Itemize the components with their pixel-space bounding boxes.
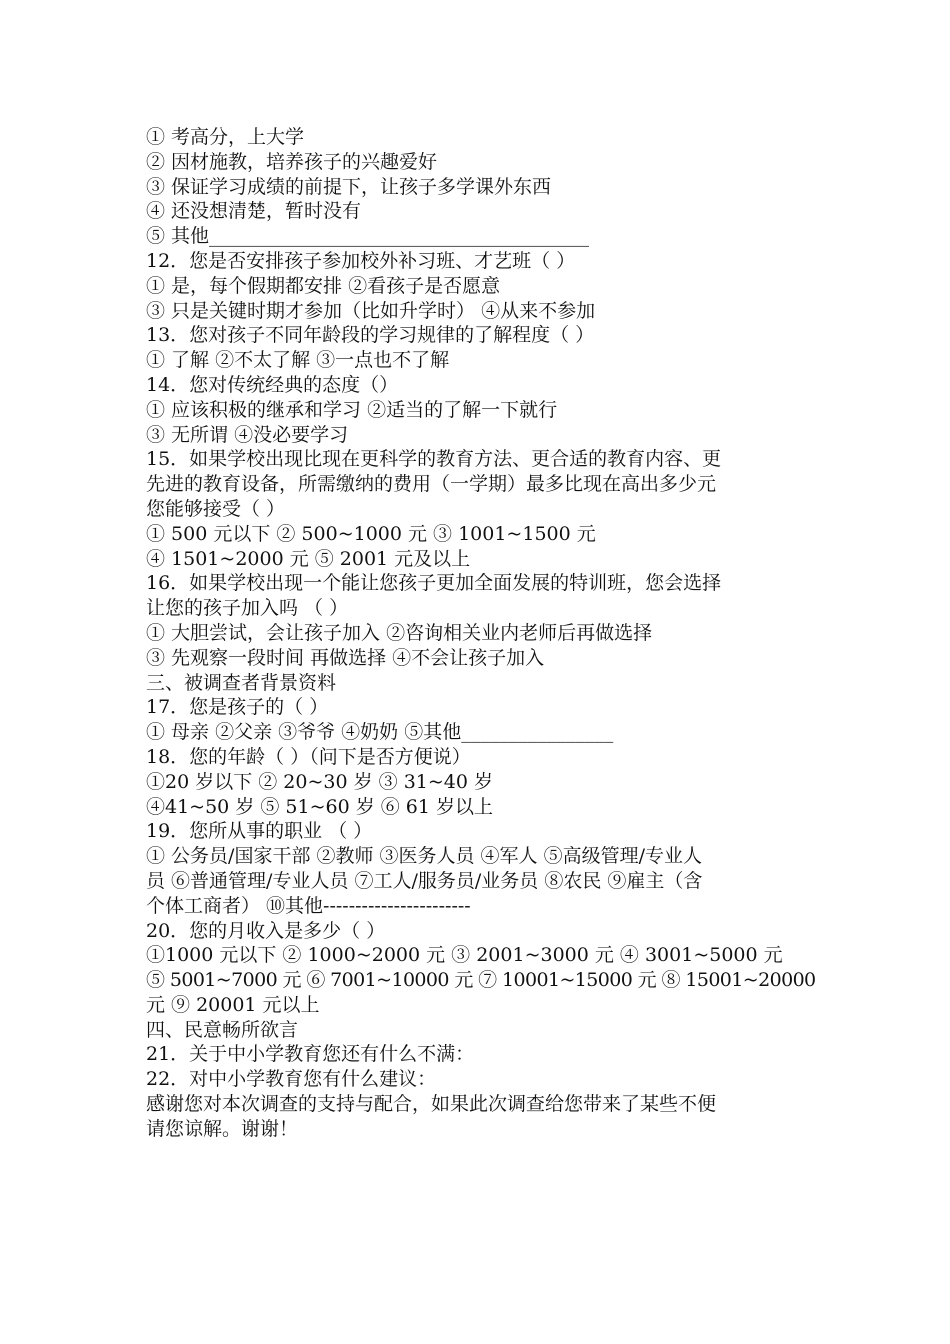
question-22: 22．对中小学教育您有什么建议： <box>146 1068 437 1091</box>
closing-note: 请您谅解。谢谢！ <box>146 1117 299 1140</box>
text-line: ④41~50 岁 ⑤ 51~60 岁 ⑥ 61 岁以上 <box>146 795 494 818</box>
text-line: ④ 1501~2000 元 ⑤ 2001 元及以上 <box>146 547 471 570</box>
text-line: ④ 还没想清楚，暂时没有 <box>146 200 362 223</box>
text-line: ① 是，每个假期都安排 ②看孩子是否愿意 <box>146 274 501 297</box>
question-20: 20．您的月收入是多少（ ） <box>146 919 386 942</box>
text-line: ③ 无所谓 ④没必要学习 <box>146 423 349 446</box>
text-line: ①1000 元以下 ② 1000~2000 元 ③ 2001~3000 元 ④ 3001~5000 元 <box>146 944 783 967</box>
text-line: ① 大胆尝试，会让孩子加入 ②咨询相关业内老师后再做选择 <box>146 621 653 644</box>
text-line: 您能够接受（ ） <box>146 497 286 520</box>
text-line: ⑤ 其他________________________________________ <box>146 225 590 248</box>
survey-text-body <box>146 125 816 1142</box>
text-line: ① 公务员/国家干部 ②教师 ③医务人员 ④军人 ⑤高级管理/专业人 <box>146 845 703 868</box>
question-14: 14．您对传统经典的态度（） <box>146 373 399 396</box>
question-13: 13．您对孩子不同年龄段的学习规律的了解程度（ ） <box>146 324 595 347</box>
question-17: 17．您是孩子的（ ） <box>146 696 329 719</box>
text-line: 元 ⑨ 20001 元以上 <box>146 993 320 1016</box>
text-line: 先进的教育设备，所需缴纳的费用（一学期）最多比现在高出多少元 <box>146 473 717 496</box>
text-line: ⑤ 5001~7000 元 ⑥ 7001~10000 元 ⑦ 10001~15000 元 ⑧ 15001~20000 <box>146 969 816 992</box>
text-line: ① 考高分，上大学 <box>146 126 305 148</box>
question-15: 15．如果学校出现比现在更科学的教育方法、更合适的教育内容、更 <box>146 448 722 471</box>
section-heading: 四、民意畅所欲言 <box>146 1018 299 1041</box>
text-line: ① 应该积极的继承和学习 ②适当的了解一下就行 <box>146 398 558 421</box>
text-line: ① 母亲 ②父亲 ③爷爷 ④奶奶 ⑤其他________________ <box>146 721 614 744</box>
text-line: ③ 保证学习成绩的前提下，让孩子多学课外东西 <box>146 175 552 198</box>
text-line: ② 因材施教，培养孩子的兴趣爱好 <box>146 150 438 173</box>
text-line: ①20 岁以下 ② 20~30 岁 ③ 31~40 岁 <box>146 770 494 793</box>
closing-note: 感谢您对本次调查的支持与配合，如果此次调查给您带来了某些不便 <box>146 1093 717 1116</box>
text-line: ① 了解 ②不太了解 ③一点也不了解 <box>146 349 450 372</box>
text-line: ③ 先观察一段时间 再做选择 ④不会让孩子加入 <box>146 646 545 669</box>
question-12: 12．您是否安排孩子参加校外补习班、才艺班（ ） <box>146 249 576 272</box>
question-18: 18．您的年龄（ ）（问下是否方便说） <box>146 745 471 768</box>
text-line: ① 500 元以下 ② 500~1000 元 ③ 1001~1500 元 <box>146 522 596 545</box>
text-line: 员 ⑥普通管理/专业人员 ⑦工人/服务员/业务员 ⑧农民 ⑨雇主（含 <box>146 869 703 892</box>
section-heading: 三、被调查者背景资料 <box>146 671 337 694</box>
text-line: 个体工商者） ⑩其他----------------------- <box>146 894 471 917</box>
question-19: 19．您所从事的职业 （ ） <box>146 820 373 843</box>
text-line: ③ 只是关键时期才参加（比如升学时） ④从来不参加 <box>146 299 596 322</box>
question-16: 16．如果学校出现一个能让您孩子更加全面发展的特训班，您会选择 <box>146 572 722 595</box>
text-line: 让您的孩子加入吗 （ ） <box>146 597 349 620</box>
question-21: 21．关于中小学教育您还有什么不满： <box>146 1043 475 1066</box>
